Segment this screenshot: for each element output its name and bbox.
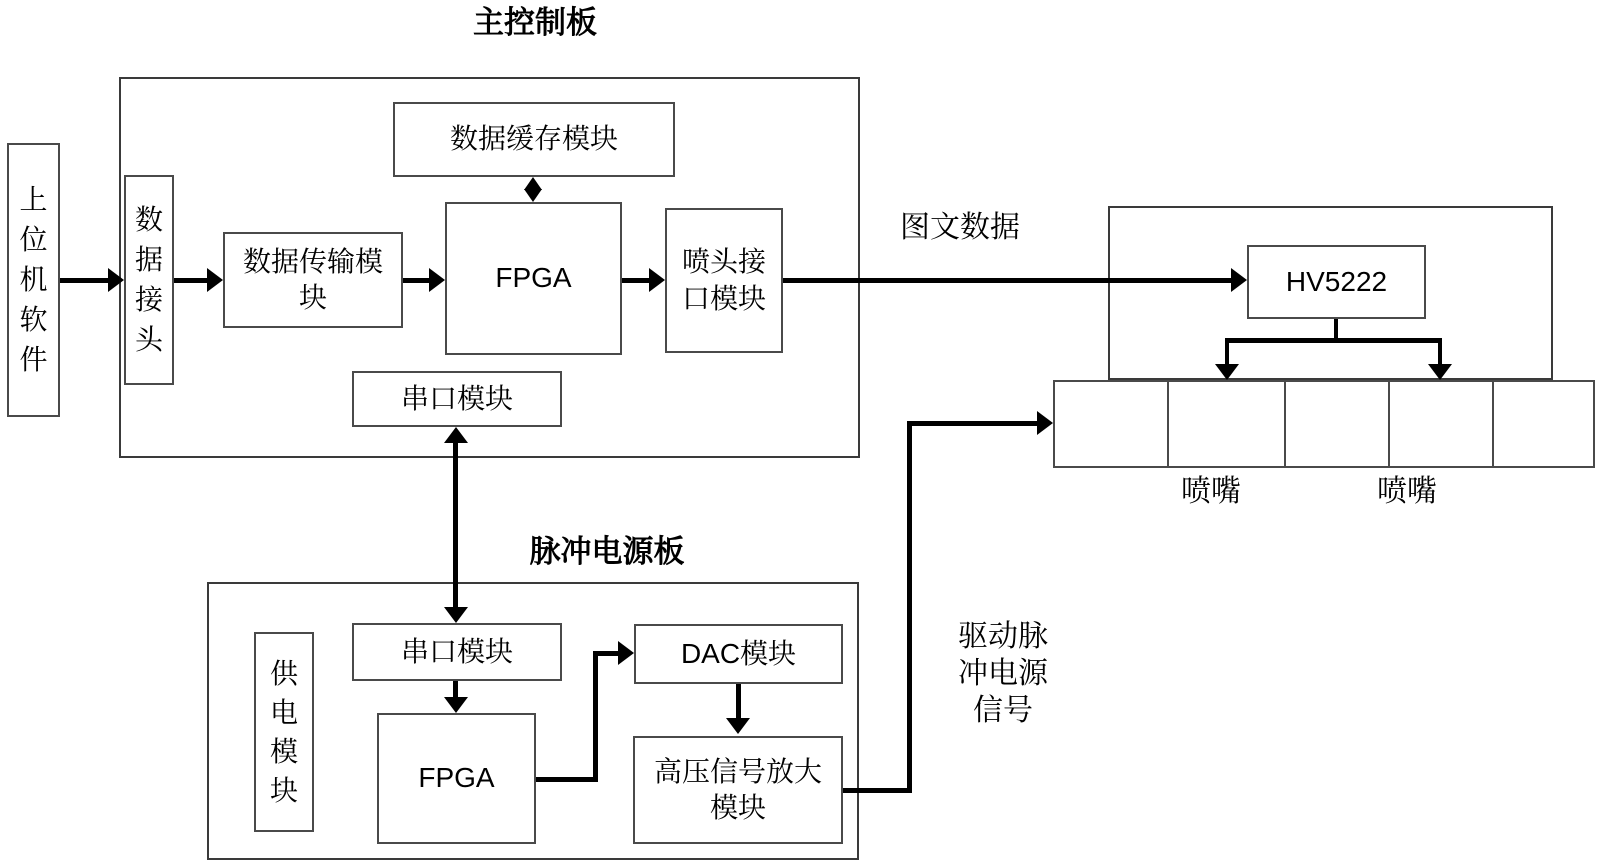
connector-connector-to-transfer: [174, 278, 207, 283]
arrowhead-right-icon: [108, 268, 124, 292]
node-label: HV5222: [1285, 265, 1388, 297]
node-label: 供电模块: [269, 658, 298, 806]
arrowhead-down-icon: [726, 718, 750, 734]
arrowhead-right-icon: [1231, 268, 1247, 292]
node-label: 串口模块: [400, 382, 513, 414]
connector-dac-to-hvamp: [736, 684, 741, 718]
connector-fpgapulse-up-v: [593, 651, 598, 782]
nozzle-cell: [1492, 380, 1595, 468]
arrowhead-right-icon: [649, 268, 665, 292]
node-data-connector: [124, 175, 174, 385]
graphic-data-label: 图文数据: [900, 211, 1020, 244]
node-hv5222: [1247, 245, 1426, 319]
node-power-supply-module: [254, 632, 314, 832]
connector-fpga-to-printhead-if: [622, 278, 649, 283]
nozzle-label-right: 喷嘴: [1377, 475, 1437, 508]
connector-drive-signal-v: [907, 421, 912, 793]
arrowhead-down-icon: [444, 607, 468, 623]
node-label: 上位机软件: [19, 184, 48, 375]
drive-pulse-signal-label: 驱动脉冲电源信号: [958, 620, 1048, 727]
node-label: 高压信号放大模块: [653, 755, 822, 823]
node-label: 数据接头: [134, 204, 163, 355]
node-label: FPGA: [495, 262, 572, 294]
node-data-cache-module: [393, 102, 675, 177]
nozzle-cell: [1053, 380, 1169, 468]
arrowhead-down-icon: [1428, 364, 1452, 380]
connector-drive-signal-h: [910, 421, 1037, 426]
node-label: 数据传输模块: [242, 245, 383, 313]
node-data-transfer-module: [223, 232, 403, 328]
connector-hvamp-out-h: [843, 788, 912, 793]
node-dac-module: [634, 624, 843, 684]
nozzle-cell: [1167, 380, 1286, 468]
pulse-board-title: 脉冲电源板: [529, 534, 685, 569]
connector-transfer-to-fpga: [403, 278, 429, 283]
node-hv-amplifier-module: [633, 736, 843, 844]
arrowhead-down-icon: [1215, 364, 1239, 380]
node-fpga-main: [445, 202, 622, 355]
connector-serial-to-serial: [453, 443, 458, 607]
arrowhead-right-icon: [618, 641, 634, 665]
connector-host-to-connector: [60, 278, 108, 283]
node-label: 喷头接口模块: [681, 246, 766, 314]
arrowhead-right-icon: [207, 268, 223, 292]
connector-fpgapulse-out-h: [536, 777, 597, 782]
main-board-title: 主控制板: [473, 5, 597, 40]
connector-printhead-if-to-hv5222: [783, 278, 1231, 283]
node-label: 数据缓存模块: [449, 123, 618, 155]
nozzle-label-left: 喷嘴: [1181, 475, 1241, 508]
arrowhead-right-icon: [429, 268, 445, 292]
arrowhead-up-icon: [444, 427, 468, 443]
node-label: 串口模块: [400, 635, 513, 667]
nozzle-cell: [1284, 380, 1390, 468]
node-host-software: [7, 143, 60, 417]
node-fpga-pulse: [377, 713, 536, 844]
nozzle-cell: [1388, 380, 1494, 468]
connector-hv5222-branch-h: [1225, 338, 1442, 343]
connector-hv5222-branch-left-v: [1225, 341, 1229, 364]
arrowhead-down-icon: [444, 697, 468, 713]
arrowhead-right-icon: [1037, 411, 1053, 435]
node-serial-module-main: [352, 371, 562, 427]
connector-hv5222-branch-right-v: [1438, 341, 1442, 364]
node-serial-module-pulse: [352, 623, 562, 681]
node-label: FPGA: [418, 762, 495, 794]
arrowhead-down-icon: [524, 189, 542, 202]
node-printhead-interface-module: [665, 208, 783, 353]
connector-to-dac-h: [597, 651, 618, 656]
connector-serialpulse-to-fpga: [453, 681, 458, 697]
node-label: DAC模块: [680, 637, 797, 669]
